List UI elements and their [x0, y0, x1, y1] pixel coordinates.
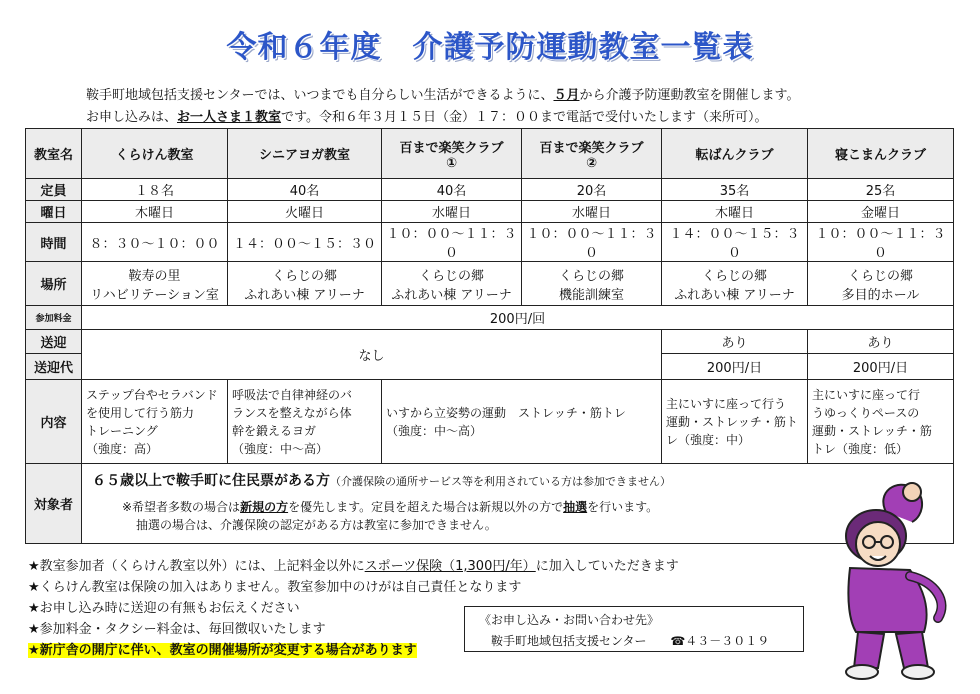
fee-cell: 200円/回	[82, 306, 954, 330]
capacity-cell: 35名	[662, 179, 808, 201]
contact-line	[491, 632, 789, 649]
content-line: 主にいすに座って行	[812, 387, 921, 402]
content-intensity: （強度：中～高）	[232, 441, 329, 456]
place-line: くらじの郷	[558, 268, 624, 284]
place-line: ふれあい棟 アリーナ	[391, 287, 512, 303]
place-line: 機能訓練室	[558, 287, 624, 303]
shoe	[902, 665, 934, 679]
content-cell	[228, 380, 382, 464]
note-pickup: ★お申し込み時に送迎の有無もお伝えください	[28, 601, 300, 616]
content-cell	[662, 380, 808, 464]
contact-org: 鞍手町地域包括支援センター	[491, 634, 647, 648]
content-cell-shared	[382, 380, 662, 464]
place-line: 多目的ホール	[841, 287, 920, 303]
time-cell: ８：３０～１０：００	[82, 223, 228, 262]
day-cell: 水曜日	[382, 201, 522, 223]
content-line: トレーニング	[86, 423, 158, 438]
day-cell: 水曜日	[522, 201, 662, 223]
pickup-fee-cell: 200円/日	[808, 354, 954, 380]
day-cell: 金曜日	[808, 201, 954, 223]
place-line: くらじの郷	[701, 268, 767, 284]
phone-number: ☎４３－３０１９	[670, 634, 770, 648]
intro-text: 鞍手町地域包括支援センターでは、いつまでも自分らしい生活ができるように、	[86, 88, 554, 103]
note-fee-collection: ★参加料金・タクシー料金は、毎回徴収いたします	[28, 622, 326, 637]
contact-box	[464, 606, 804, 652]
row-label: 場所	[26, 262, 82, 306]
day-cell: 木曜日	[82, 201, 228, 223]
row-label: 時間	[26, 223, 82, 262]
content-line: うゆっくりペースの	[812, 405, 920, 420]
place-line: くらじの郷	[271, 268, 337, 284]
place-cell	[228, 262, 382, 306]
content-line: 主にいすに座って行う	[666, 396, 787, 411]
note-text: を優先します。定員を超えた場合は新規以外の方で	[288, 500, 564, 514]
capacity-cell: １８名	[82, 179, 228, 201]
note-insurance-fee: スポーツ保険（1,300円/年）	[364, 559, 536, 574]
intro-deadline: です。令和６年３月１５日（金）１７：００まで電話で受付いたします（来所可）。	[281, 110, 768, 125]
place-cell	[82, 262, 228, 306]
place-cell	[808, 262, 954, 306]
target-cell	[82, 464, 954, 544]
class-name	[522, 129, 662, 179]
day-cell: 火曜日	[228, 201, 382, 223]
row-label: 送迎代	[26, 354, 82, 380]
note-emphasis: 抽選	[563, 500, 588, 514]
place-cell	[662, 262, 808, 306]
time-cell: １４：００～１５：３０	[228, 223, 382, 262]
note-text: を行います。	[587, 500, 659, 514]
content-intensity: （強度：高）	[86, 441, 159, 456]
row-label: 対象者	[26, 464, 82, 544]
note-insurance	[28, 556, 679, 577]
content-intensity: トレ（強度：低）	[812, 441, 909, 456]
capacity-cell: 40名	[382, 179, 522, 201]
place-line: 鞍寿の里	[128, 268, 181, 284]
content-intensity: （強度：中～高）	[386, 423, 483, 438]
class-name-number: ①	[445, 155, 457, 171]
intro-one-class-rule: お一人さま１教室	[177, 110, 282, 125]
intro-line-1	[86, 84, 799, 103]
content-line: 運動・ストレッチ・筋ト	[666, 414, 798, 429]
row-label: 送迎	[26, 330, 82, 354]
exercising-woman-illustration	[826, 472, 966, 684]
table-row-place	[26, 262, 954, 306]
table-row-capacity	[26, 179, 954, 201]
table-row-fee	[26, 306, 954, 330]
intro-text: お申し込みは、	[86, 110, 178, 125]
table-row-time	[26, 223, 954, 262]
table-row-target	[26, 464, 954, 544]
intro-line-2	[86, 106, 768, 125]
row-label: 定員	[26, 179, 82, 201]
class-name: くらけん教室	[82, 129, 228, 179]
capacity-cell: 20名	[522, 179, 662, 201]
content-cell	[808, 380, 954, 464]
table-row-class-name	[26, 129, 954, 179]
row-label: 曜日	[26, 201, 82, 223]
contact-heading: 《お申し込み・お問い合わせ先》	[479, 613, 660, 627]
place-line: くらじの郷	[847, 268, 913, 284]
table-row-day	[26, 201, 954, 223]
class-name: 寝こまんクラブ	[808, 129, 954, 179]
place-line: くらじの郷	[418, 268, 484, 284]
pickup-none-cell: なし	[82, 330, 662, 380]
content-cell	[82, 380, 228, 464]
row-label: 参加料金	[26, 306, 82, 330]
place-line: ふれあい棟 アリーナ	[674, 287, 795, 303]
time-cell: １０：００～１１：３０	[382, 223, 522, 262]
pickup-fee-cell: 200円/日	[662, 354, 808, 380]
leg-left	[854, 632, 884, 668]
place-line: ふれあい棟 アリーナ	[244, 287, 365, 303]
class-name-number: ②	[585, 155, 597, 171]
intro-start-month: ５月	[553, 88, 580, 103]
note-kuraken: ★くらけん教室は保険の加入はありません。教室参加中のけがは自己責任となります	[28, 580, 522, 595]
capacity-cell: 40名	[228, 179, 382, 201]
shoe	[846, 665, 878, 679]
class-name-line: 百まで楽笑クラブ	[539, 140, 644, 156]
table-row-content	[26, 380, 954, 464]
time-cell: １０：００～１１：３０	[808, 223, 954, 262]
class-schedule-table	[25, 128, 954, 544]
content-line: ステップ台やセラバンド	[86, 387, 218, 402]
hand	[903, 483, 921, 501]
note-text: 抽選の場合は、介護保険の認定がある方は教室に参加できません。	[136, 518, 497, 532]
leg-right	[896, 632, 928, 668]
time-cell: １４：００～１５：３０	[662, 223, 808, 262]
class-name-line: 百まで楽笑クラブ	[399, 140, 504, 156]
class-name: 転ばんクラブ	[662, 129, 808, 179]
capacity-cell: 25名	[808, 179, 954, 201]
day-cell: 木曜日	[662, 201, 808, 223]
table-row-pickup	[26, 330, 954, 354]
pickup-cell: あり	[808, 330, 954, 354]
page-title: 令和６年度 介護予防運動教室一覧表	[226, 30, 754, 65]
place-line: リハビリテーション室	[90, 287, 219, 303]
target-note	[122, 498, 943, 534]
target-main: ６５歳以上で鞍手町に住民票がある方	[92, 473, 330, 489]
class-name	[382, 129, 522, 179]
class-name: シニアヨガ教室	[228, 129, 382, 179]
pickup-cell: あり	[662, 330, 808, 354]
content-line: 呼吸法で自律神経のバ	[232, 387, 353, 402]
content-line: 運動・ストレッチ・筋	[812, 423, 932, 438]
time-cell: １０：００～１１：３０	[522, 223, 662, 262]
intro-text: から介護予防運動教室を開催します。	[579, 88, 800, 103]
note-text: ※希望者多数の場合は	[122, 500, 241, 514]
content-line: を使用して行う筋力	[86, 405, 195, 420]
place-cell	[382, 262, 522, 306]
target-sub: （介護保険の通所サービス等を利用されている方は参加できません）	[330, 475, 671, 488]
note-text: に加入していただきます	[535, 559, 679, 574]
row-label: 内容	[26, 380, 82, 464]
content-line: ランスを整えながら体	[232, 405, 352, 420]
note-text: ★教室参加者（くらけん教室以外）には、上記料金以外に	[28, 559, 365, 574]
row-label: 教室名	[26, 129, 82, 179]
content-line: 幹を鍛えるヨガ	[232, 423, 317, 438]
note-highlight: ★新庁舎の開庁に伴い、教室の開催場所が変更する場合があります	[28, 643, 417, 658]
content-line: レ（強度：中）	[666, 432, 751, 447]
note-emphasis: 新規の方	[240, 500, 289, 514]
content-line: いすから立姿勢の運動 ストレッチ・筋トレ	[386, 405, 626, 420]
place-cell	[522, 262, 662, 306]
